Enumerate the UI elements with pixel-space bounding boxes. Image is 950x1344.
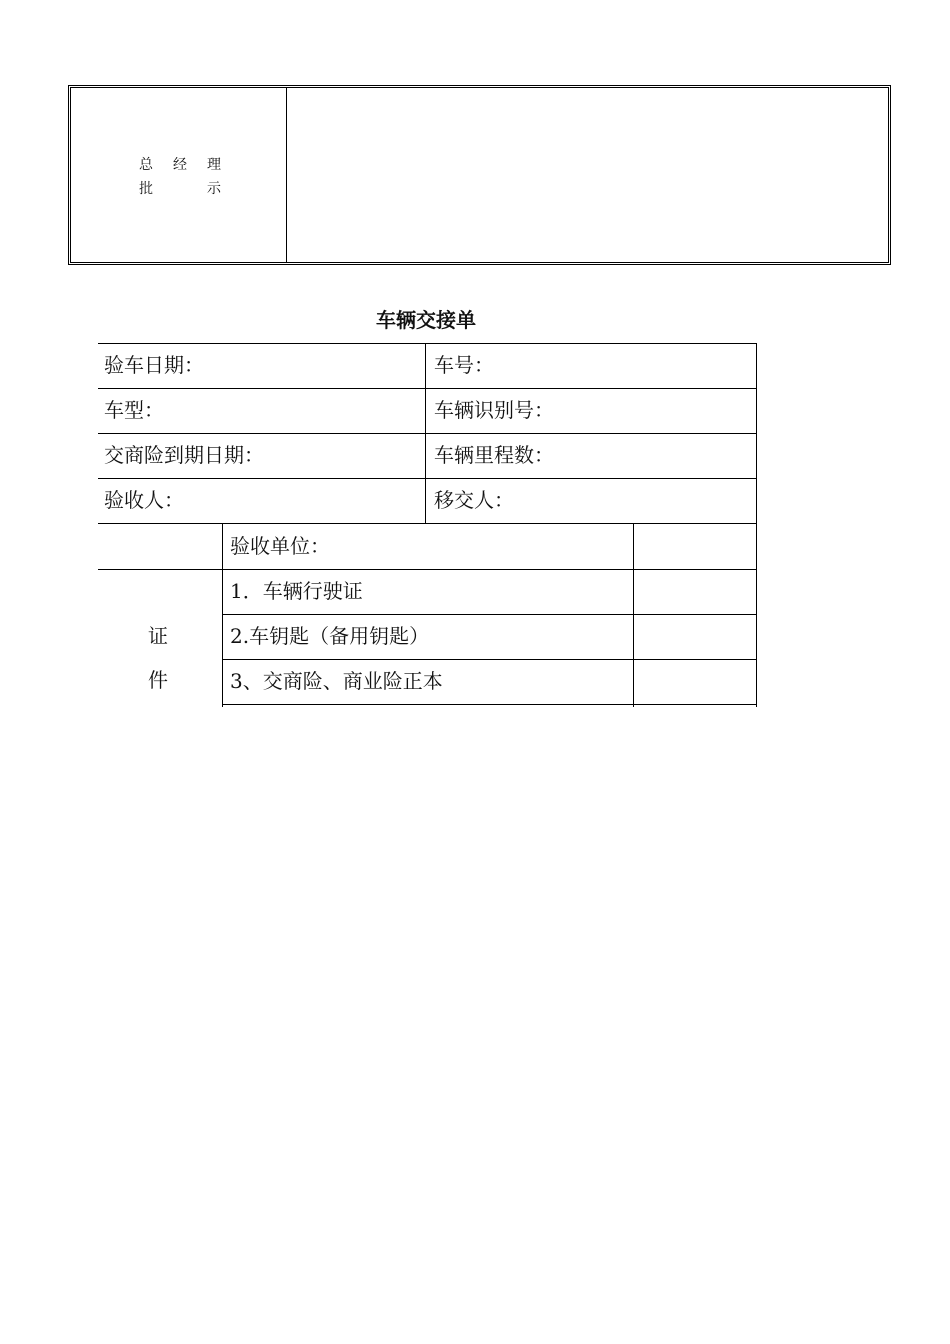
approval-char: 示: [207, 181, 221, 197]
table-line: [425, 343, 426, 523]
approval-char: 理: [207, 157, 221, 173]
receiving-unit-label: 验收单位：: [230, 534, 330, 558]
table-line: [633, 523, 634, 707]
document-item: 1．车辆行驶证: [230, 579, 363, 603]
insurance-expiry-label: 交商险到期日期：: [104, 443, 264, 467]
table-line: [98, 388, 756, 389]
document-item: 3、交商险、商业险正本: [230, 669, 443, 693]
mileage-label: 车辆里程数：: [434, 443, 554, 467]
table-line: [756, 343, 757, 707]
approval-label-line2: [139, 178, 221, 198]
plate-no-label: 车号：: [434, 353, 494, 377]
table-line: [222, 659, 756, 660]
table-line: [98, 478, 756, 479]
approval-char: 总: [139, 157, 153, 173]
table-line: [98, 343, 756, 344]
receiver-label: 验收人：: [104, 488, 184, 512]
approval-label-line1: [139, 154, 221, 174]
table-line: [98, 523, 756, 524]
documents-category-label: 件: [148, 668, 168, 692]
approval-char: 经: [173, 157, 187, 173]
model-label: 车型：: [104, 398, 164, 422]
document-item: 2.车钥匙（备用钥匙）: [230, 624, 430, 648]
table-line: [222, 523, 223, 707]
approval-divider: [286, 88, 287, 262]
approval-char: 批: [139, 181, 153, 197]
approval-box: [68, 85, 891, 265]
table-line: [222, 614, 756, 615]
vin-label: 车辆识别号：: [434, 398, 554, 422]
form-title: 车辆交接单: [376, 308, 476, 332]
inspect-date-label: 验车日期：: [104, 353, 204, 377]
table-line: [222, 704, 756, 705]
documents-category-label: 证: [148, 624, 168, 648]
handover-person-label: 移交人：: [434, 488, 514, 512]
table-line: [98, 569, 756, 570]
table-line: [98, 433, 756, 434]
